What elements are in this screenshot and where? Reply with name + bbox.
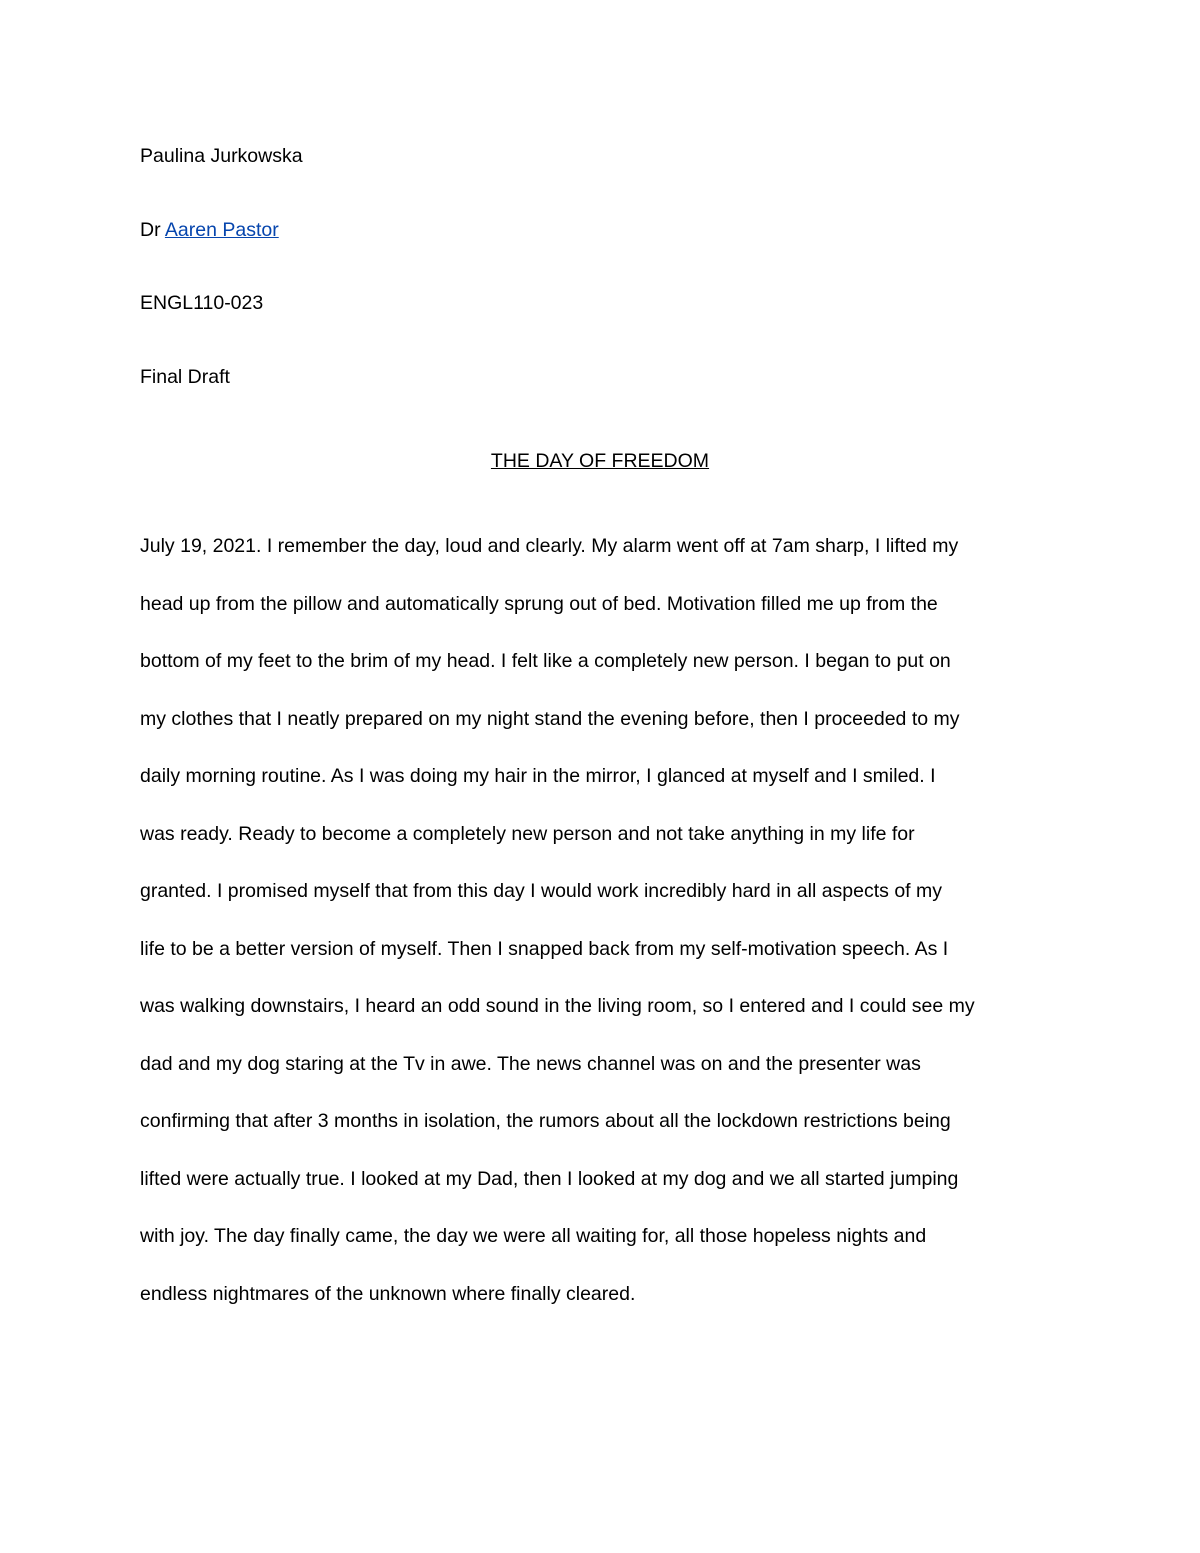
body-line: granted. I promised myself that from this day I would work incredibly hard in all aspects of my xyxy=(140,880,943,902)
author-name: Paulina Jurkowska xyxy=(140,145,303,167)
essay-title: THE DAY OF FREEDOM xyxy=(490,450,710,472)
body-line: was ready. Ready to become a completely new person and not take anything in my life for xyxy=(140,822,915,845)
body-line: July 19, 2021. I remember the day, loud and clearly. My alarm went off at 7am sharp, I lifted my xyxy=(140,535,959,557)
body-line: endless nightmares of the unknown where finally cleared. xyxy=(140,1282,636,1305)
instructor-prefix: Dr xyxy=(140,219,165,241)
instructor-line xyxy=(140,218,279,242)
course-code: ENGL110-023 xyxy=(140,292,264,314)
body-line: lifted were actually true. I looked at my Dad, then I looked at my dog and we all started jumping xyxy=(140,1167,959,1190)
body-line: was walking downstairs, I heard an odd sound in the living room, so I entered and I could see my xyxy=(140,995,975,1017)
instructor-name-link[interactable]: Aaren Pastor xyxy=(164,219,279,241)
body-line: daily morning routine. As I was doing my hair in the mirror, I glanced at myself and I smiled. I xyxy=(140,765,936,787)
body-line: confirming that after 3 months in isolation, the rumors about all the lockdown restrictions being xyxy=(140,1110,951,1132)
body-line: my clothes that I neatly prepared on my night stand the evening before, then I proceeded to my xyxy=(140,707,960,730)
body-line: life to be a better version of myself. Then I snapped back from my self-motivation speech. As I xyxy=(140,937,949,960)
draft-label: Final Draft xyxy=(140,366,230,388)
body-line: dad and my dog staring at the Tv in awe. The news channel was on and the presenter was xyxy=(140,1052,921,1075)
body-line: bottom of my feet to the brim of my head. I felt like a completely new person. I began to put on xyxy=(140,650,951,672)
essay-body xyxy=(140,534,1080,1339)
body-line: head up from the pillow and automatically sprung out of bed. Motivation filled me up from the xyxy=(140,592,938,615)
body-line: with joy. The day finally came, the day we were all waiting for, all those hopeless nights and xyxy=(140,1225,927,1247)
